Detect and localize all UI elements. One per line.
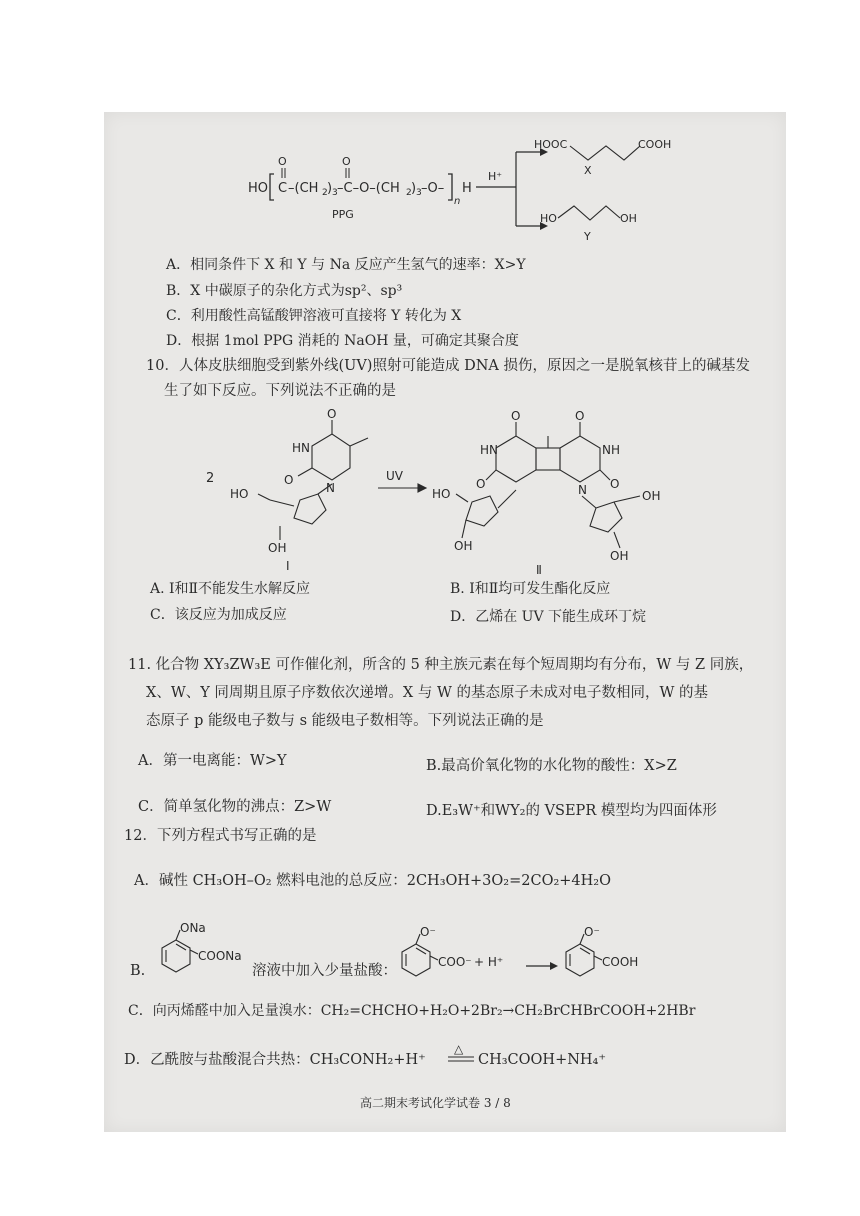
svg-text:O: O — [610, 477, 620, 491]
salicylate-dianion-structure — [392, 926, 512, 990]
q9-option-d: D．根据 1mol PPG 消耗的 NaOH 量，可确定其聚合度 — [166, 333, 519, 349]
q12-option-b-prefix: B. — [130, 963, 146, 979]
svg-text:OH: OH — [642, 489, 661, 503]
equals-arrow-icon — [446, 1054, 476, 1064]
arrow-right-icon — [524, 960, 560, 972]
svg-text:2: 2 — [406, 188, 412, 198]
q11-option-b: B.最高价氧化物的水化物的酸性：X>Z — [426, 758, 677, 774]
svg-text:HO: HO — [230, 487, 249, 501]
y-label: Y — [584, 230, 591, 243]
svg-text:HOOC: HOOC — [534, 140, 568, 151]
q11-stem-line2: X、W、Y 同周期且原子序数依次递增。X 与 W 的基态原子未成对电子数相同，W 的基 — [146, 685, 708, 701]
svg-text:HO: HO — [540, 212, 557, 225]
svg-text:N: N — [578, 483, 587, 497]
coefficient-2: 2 — [206, 471, 215, 486]
svg-text:3: 3 — [416, 188, 422, 198]
q10-stem-line1: 10．人体皮肤细胞受到紫外线(UV)照射可能造成 DNA 损伤，原因之一是脱氧核苷上的碱基发 — [146, 358, 750, 374]
q12-option-a: A．碱性 CH₃OH–O₂ 燃料电池的总反应：2CH₃OH+3O₂=2CO₂+4H₂O — [134, 873, 611, 889]
q12-option-d-products: CH₃COOH+NH₄⁺ — [478, 1052, 607, 1068]
svg-text:–O–: –O– — [421, 181, 445, 196]
svg-text:O⁻: O⁻ — [420, 926, 436, 939]
svg-text:COO⁻: COO⁻ — [438, 955, 472, 969]
svg-text:–(CH: –(CH — [288, 181, 319, 196]
svg-text:COOH: COOH — [602, 955, 639, 969]
sodium-salicylate-structure — [144, 920, 252, 984]
ppg-structure — [240, 140, 780, 250]
svg-text:2: 2 — [322, 188, 328, 198]
svg-text:n: n — [454, 196, 461, 207]
svg-text:): ) — [411, 181, 417, 196]
svg-text:HN: HN — [292, 441, 310, 455]
q12-option-d-prefix: D．乙酰胺与盐酸混合共热：CH₃CONH₂+H⁺ — [124, 1052, 426, 1068]
svg-text:): ) — [327, 181, 333, 196]
label-I: Ⅰ — [286, 559, 290, 573]
svg-text:OH: OH — [610, 549, 629, 563]
salicylate-monoanion-structure — [556, 926, 666, 990]
q10-option-b: B. Ⅰ和Ⅱ均可发生酯化反应 — [450, 581, 611, 597]
thymine-dimerization-scheme — [200, 408, 700, 578]
catalyst-label: H⁺ — [488, 170, 503, 183]
q11-stem-line3: 态原子 p 能级电子数与 s 能级电子数相等。下列说法正确的是 — [146, 713, 544, 729]
q11-stem-line1: 11. 化合物 XY₃ZW₃E 可作催化剂，所含的 5 种主族元素在每个短周期均有分布，W 与 Z 同族， — [128, 657, 754, 673]
q12-stem: 12．下列方程式书写正确的是 — [124, 828, 317, 844]
svg-text:O: O — [476, 477, 486, 491]
svg-text:O: O — [327, 408, 337, 421]
label-II: Ⅱ — [536, 563, 542, 577]
q10-option-c: C．该反应为加成反应 — [150, 607, 287, 623]
svg-text:NH: NH — [602, 443, 620, 457]
svg-text:–C–O–(CH: –C–O–(CH — [337, 181, 400, 196]
q9-option-b: B．X 中碳原子的杂化方式为sp²、sp³ — [166, 283, 403, 299]
uv-label: UV — [386, 469, 403, 483]
svg-text:3: 3 — [332, 188, 338, 198]
svg-text:COOH: COOH — [638, 140, 672, 151]
svg-text:O: O — [278, 155, 287, 168]
svg-text:HO: HO — [432, 487, 451, 501]
svg-text:OH: OH — [620, 212, 637, 225]
svg-text:O: O — [342, 155, 351, 168]
svg-text:OH: OH — [454, 539, 473, 553]
svg-text:O⁻: O⁻ — [584, 926, 600, 939]
svg-text:OH: OH — [268, 541, 287, 555]
svg-text:O: O — [284, 473, 294, 487]
q11-option-d: D.E₃W⁺和WY₂的 VSEPR 模型均为四面体形 — [426, 803, 717, 819]
q9-option-c: C．利用酸性高锰酸钾溶液可直接将 Y 转化为 X — [166, 308, 462, 324]
q10-stem-line2: 生了如下反应。下列说法不正确的是 — [164, 383, 396, 399]
page-footer: 高二期末考试化学试卷 3 / 8 — [360, 1096, 511, 1110]
svg-text:ONa: ONa — [180, 921, 206, 935]
x-label: X — [584, 164, 592, 177]
svg-text:O: O — [511, 409, 521, 423]
svg-text:N: N — [326, 481, 335, 495]
q9-option-a: A．相同条件下 X 和 Y 与 Na 反应产生氢气的速率：X>Y — [166, 257, 526, 273]
q10-option-a: A. Ⅰ和Ⅱ不能发生水解反应 — [150, 581, 311, 597]
q11-option-c: C．简单氢化物的沸点：Z>W — [138, 799, 332, 815]
svg-text:HN: HN — [480, 443, 498, 457]
q12-option-c: C．向丙烯醛中加入足量溴水：CH₂=CHCHO+H₂O+2Br₂→CH₂BrCHBrCOOH+2HBr — [128, 1003, 696, 1019]
svg-text:+ H⁺: + H⁺ — [474, 955, 504, 969]
q11-option-a: A．第一电离能：W>Y — [138, 753, 287, 769]
q12-option-d-condition: △ — [454, 1042, 464, 1056]
svg-text:HO: HO — [248, 181, 269, 196]
q12-option-b-middle: 溶液中加入少量盐酸： — [252, 963, 397, 979]
q10-option-d: D．乙烯在 UV 下能生成环丁烷 — [450, 609, 647, 625]
svg-text:COONa: COONa — [198, 949, 242, 963]
svg-text:H: H — [462, 181, 472, 196]
ppg-label: PPG — [332, 208, 354, 221]
svg-text:O: O — [575, 409, 585, 423]
svg-text:C: C — [278, 181, 288, 196]
